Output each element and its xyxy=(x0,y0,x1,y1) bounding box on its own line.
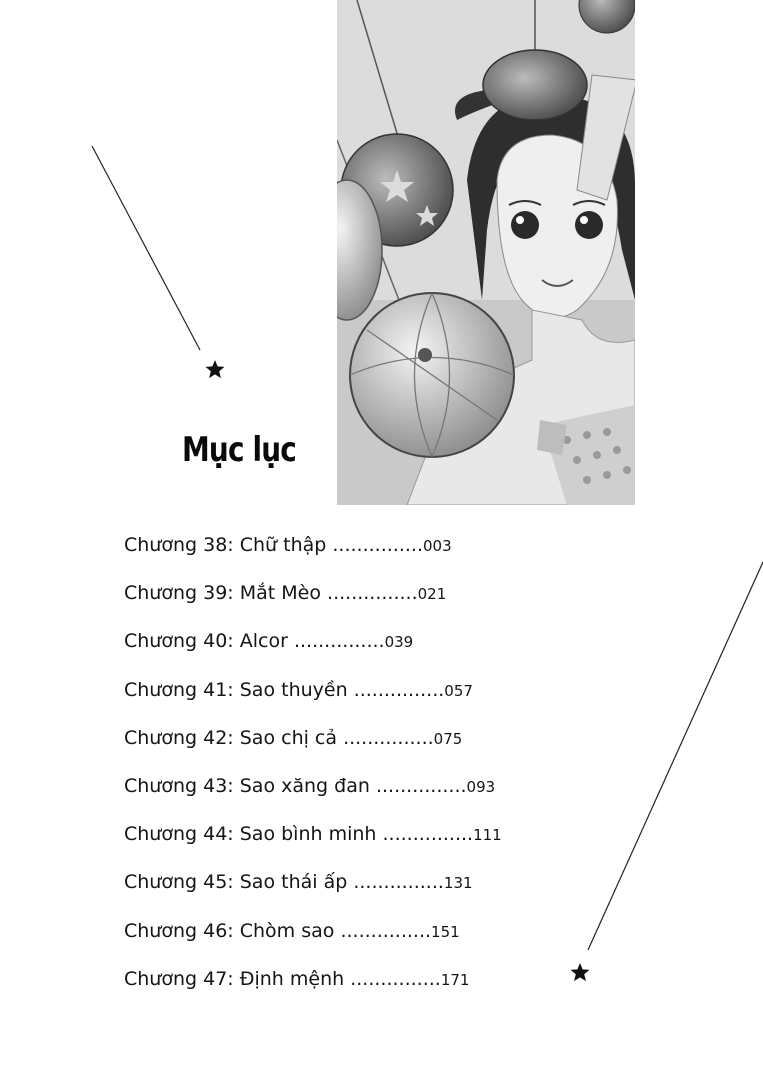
chapter-name: Định mệnh xyxy=(239,967,345,990)
dot-leader: ............... xyxy=(327,582,418,605)
chapter-name: Alcor xyxy=(239,630,288,653)
chapter-number: Chương 40: xyxy=(124,630,234,653)
chapter-number: Chương 46: xyxy=(124,919,234,942)
toc-entry xyxy=(124,916,502,964)
toc-entry xyxy=(124,819,502,867)
cover-illustration xyxy=(337,0,635,505)
chapter-number: Chương 42: xyxy=(124,726,234,749)
page-number: 111 xyxy=(473,826,502,845)
toc-entry xyxy=(124,867,502,915)
toc-entry xyxy=(124,626,502,674)
chapter-name: Sao thuyền xyxy=(239,678,348,701)
girl-with-wind-chimes-illustration xyxy=(337,0,635,505)
chapter-number: Chương 39: xyxy=(124,582,234,605)
shooting-star-trail-right xyxy=(588,562,763,950)
page-number: 093 xyxy=(466,777,496,796)
dot-leader: ............... xyxy=(353,871,444,894)
dot-leader: ............... xyxy=(375,774,467,797)
chapter-name: Sao bình minh xyxy=(239,823,377,846)
chapter-name: Mắt Mèo xyxy=(239,582,321,605)
page-number: 131 xyxy=(443,874,473,893)
star-icon-right xyxy=(571,963,590,981)
page-number: 039 xyxy=(384,633,414,652)
chapter-name: Sao chị cả xyxy=(239,726,338,749)
chapter-name: Chữ thập xyxy=(239,534,327,556)
chapter-number: Chương 41: xyxy=(124,678,234,701)
page-number: 171 xyxy=(440,970,470,989)
chapter-number: Chương 47: xyxy=(124,967,234,990)
page-number: 021 xyxy=(417,585,447,604)
chapter-name: Sao thái ấp xyxy=(239,871,348,894)
toc-title: Mục lục xyxy=(182,430,297,470)
chapter-name: Sao xăng đan xyxy=(239,774,370,797)
chapter-number: Chương 43: xyxy=(124,774,234,797)
toc-entry xyxy=(124,578,502,626)
dot-leader: ............... xyxy=(343,726,434,749)
dot-leader: ............... xyxy=(353,678,445,701)
dot-leader: ............... xyxy=(350,967,441,990)
chapter-number: Chương 38: xyxy=(124,534,234,556)
chapter-number: Chương 45: xyxy=(124,871,234,894)
toc-entry xyxy=(124,771,502,819)
toc-entry xyxy=(124,723,502,771)
chapter-name: Chòm sao xyxy=(239,919,335,942)
dot-leader: ............... xyxy=(332,534,423,556)
page-number: 151 xyxy=(431,922,460,941)
toc-entry xyxy=(124,675,502,723)
page-number: 003 xyxy=(422,537,452,555)
chapter-number: Chương 44: xyxy=(124,823,234,846)
toc-entry xyxy=(124,530,502,578)
dot-leader: ............... xyxy=(293,630,385,653)
star-icon-left xyxy=(206,360,225,378)
page-number: 057 xyxy=(444,681,473,700)
shooting-star-trail-left xyxy=(92,146,200,350)
page-number: 075 xyxy=(433,729,463,748)
toc-list xyxy=(124,530,502,1012)
dot-leader: ............... xyxy=(382,823,474,846)
toc-entry xyxy=(124,964,502,1012)
dot-leader: ............... xyxy=(340,919,432,942)
